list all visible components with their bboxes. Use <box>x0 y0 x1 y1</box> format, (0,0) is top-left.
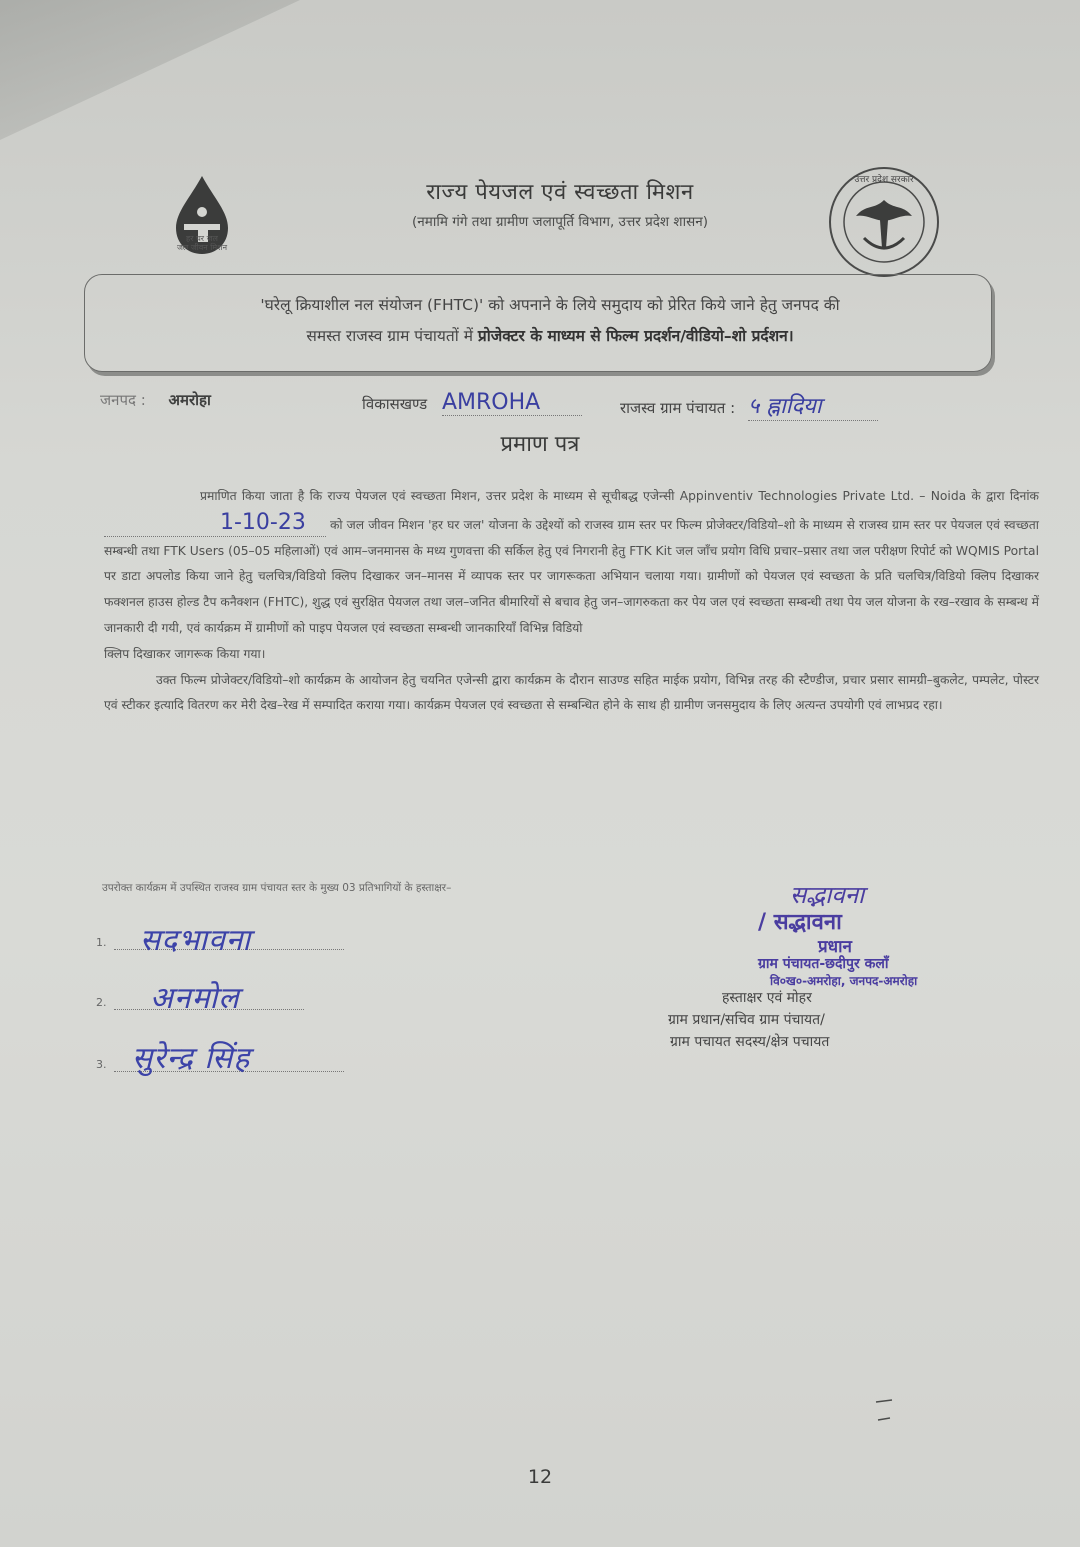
har-ghar-jal-logo <box>160 172 244 272</box>
participant-signature: सदभावना <box>140 923 252 958</box>
gram-panchayat-field <box>620 390 878 421</box>
logo-text-1: हर घर जल <box>186 234 218 243</box>
signatory-line-2: ग्राम प्रधान/सचिव ग्राम पंचायत/ <box>668 1012 825 1028</box>
participant-no: 2. <box>96 996 107 1009</box>
participant-signature: अनमोल <box>150 981 240 1016</box>
logo-text-2: जल जीवन मिशन <box>176 243 228 252</box>
participant-no: 3. <box>96 1058 107 1071</box>
paragraph-1 <box>104 484 1039 642</box>
banner-text <box>110 290 990 352</box>
stamp-name: / सद्भावना <box>758 910 842 935</box>
participant-no: 1. <box>96 936 107 949</box>
certificate-body <box>104 484 1039 719</box>
block-label: विकासखण्ड <box>362 395 428 413</box>
participants-heading: उपरोक्त कार्यक्रम में उपस्थित राजस्व ग्राम पंचायत स्तर के मुख्य 03 प्रतिभागियों के हस्ताक्षर– <box>102 882 452 894</box>
gp-value: ५ ह्नादिया <box>748 390 878 421</box>
stamp-line-2: वि०ख०-अमरोहा, जनपद-अमरोहा <box>770 974 918 988</box>
paragraph-1-end: क्लिप दिखाकर जागरूक किया गया। <box>104 646 266 661</box>
district-label: जनपद : <box>100 391 146 409</box>
paragraph-1-start: प्रमाणित किया जाता है कि राज्य पेयजल एवं स्वच्छता मिशन, उत्तर प्रदेश के माध्यम से सूचीबद्ध एजेन्सी Appinventiv Technologies Private Ltd. – Noida के द्वारा दिनांक <box>200 489 1039 503</box>
banner-line-2-plain: समस्त राजस्व ग्राम पंचायतों में <box>306 327 478 345</box>
up-government-seal <box>826 164 942 280</box>
block-field <box>362 390 582 416</box>
banner-line-2-bold: प्रोजेक्टर के माध्यम से फिल्म प्रदर्शन/वीडियो–शो प्रर्दशन। <box>477 327 794 345</box>
stamp-name-text: सद्भावना <box>773 910 842 935</box>
stamp-role: प्रधान <box>818 937 852 957</box>
date-value: 1-10-23 <box>104 510 326 537</box>
paragraph-2: उक्त फिल्म प्रोजेक्टर/विडियो–शो कार्यक्रम के आयोजन हेतु चयनित एजेन्सी द्वारा कार्यक्रम के दौरान साउण्ड सहित माईक प्रयोग, विभिन्न तरह की स्टैण्डीज, प्रचार प्रसार सामग्री–बुकलेट, पम्पलेट, पोस्टर एवं स्टीकर इत्यादि वितरण कर मेरी देख–रेख में सम्पादित कराया गया। कार्यक्रम पेयजल एवं स्वच्छता से सम्बन्धित होने के साथ ही ग्रामीण जनसमुदाय के लिए अत्यन्त उपयोगी एवं लाभप्रद रहा। <box>104 672 1039 713</box>
stamp-line-1: ग्राम पंचायत-छदीपुर कलाँ <box>758 956 889 972</box>
participant-signature: सुरेन्द्र सिंह <box>132 1041 251 1076</box>
seal-text: उत्तर प्रदेश सरकार <box>854 175 914 185</box>
block-value: AMROHA <box>442 390 582 416</box>
signatory-line-3: ग्राम पचायत सदस्य/क्षेत्र पचायत <box>670 1034 830 1050</box>
district-field <box>100 390 211 410</box>
pencil-mark <box>874 1394 894 1424</box>
banner-line-1: 'घरेलू क्रियाशील नल संयोजन (FHTC)' को अपनाने के लिये समुदाय को प्रेरित किये जाने हेतु जनपद की <box>260 296 840 314</box>
page-title: राज्य पेयजल एवं स्वच्छता मिशन <box>426 180 694 205</box>
district-value: अमरोहा <box>168 391 211 409</box>
pradhan-signature: सद्भावना <box>790 881 865 909</box>
banner-line-2 <box>110 321 990 352</box>
gp-label: राजस्व ग्राम पंचायत : <box>620 399 736 417</box>
paper-fold <box>0 0 300 140</box>
paragraph-1-rest: को जल जीवन मिशन 'हर घर जल' योजना के उद्देश्यों को राजस्व ग्राम स्तर पर फिल्म प्रोजेक्टर/विडियो–शो के माध्यम से राजस्व ग्राम स्तर पर पेयजल एवं स्वच्छता सम्बन्धी तथा FTK Users (05–05 महिलाओं) एवं आम–जनमानस के मध्य गुणवत्ता की सर्किल हेतु एवं निगरानी हेतु FTK Kit जल जाँच प्रयोग विधि प्रचार–प्रसार तथा जल परीक्षण रिपोर्ट को WQMIS Portal पर डाटा अपलोड किया जाने हेतु चलचित्र/विडियो क्लिप दिखाकर जन–मानस में व्यापक स्तर पर जागरूकता अभियान चलाया गया। ग्रामीणों को पेयजल एवं स्वच्छता के प्रति चलचित्र/विडियो क्लिप दिखाकर फक्शनल हाउस होल्ड टैप कनैक्शन (FHTC), शुद्ध एवं सुरक्षित पेयजल तथा जल–जनित बीमारियों से बचाव हेतु जन–जागरुकता कर पेय जल एवं स्वच्छता सम्बन्धी तथा पेय जल योजना के रख–रखाव के सम्बन्ध में जानकारी दी गयी, एवं कार्यक्रम में ग्रामीणों को पाइप पेयजल एवं स्वच्छता सम्बन्धी जानकारियाँ विभिन्न विडियो <box>104 517 1039 635</box>
certificate-title: प्रमाण पत्र <box>500 432 580 457</box>
signatory-line-1: हस्ताक्षर एवं मोहर <box>722 990 812 1006</box>
water-drop-icon <box>160 172 244 272</box>
page-number: 12 <box>527 1466 553 1488</box>
page-subtitle: (नमामि गंगे तथा ग्रामीण जलापूर्ति विभाग, उत्तर प्रदेश शासन) <box>412 214 708 230</box>
